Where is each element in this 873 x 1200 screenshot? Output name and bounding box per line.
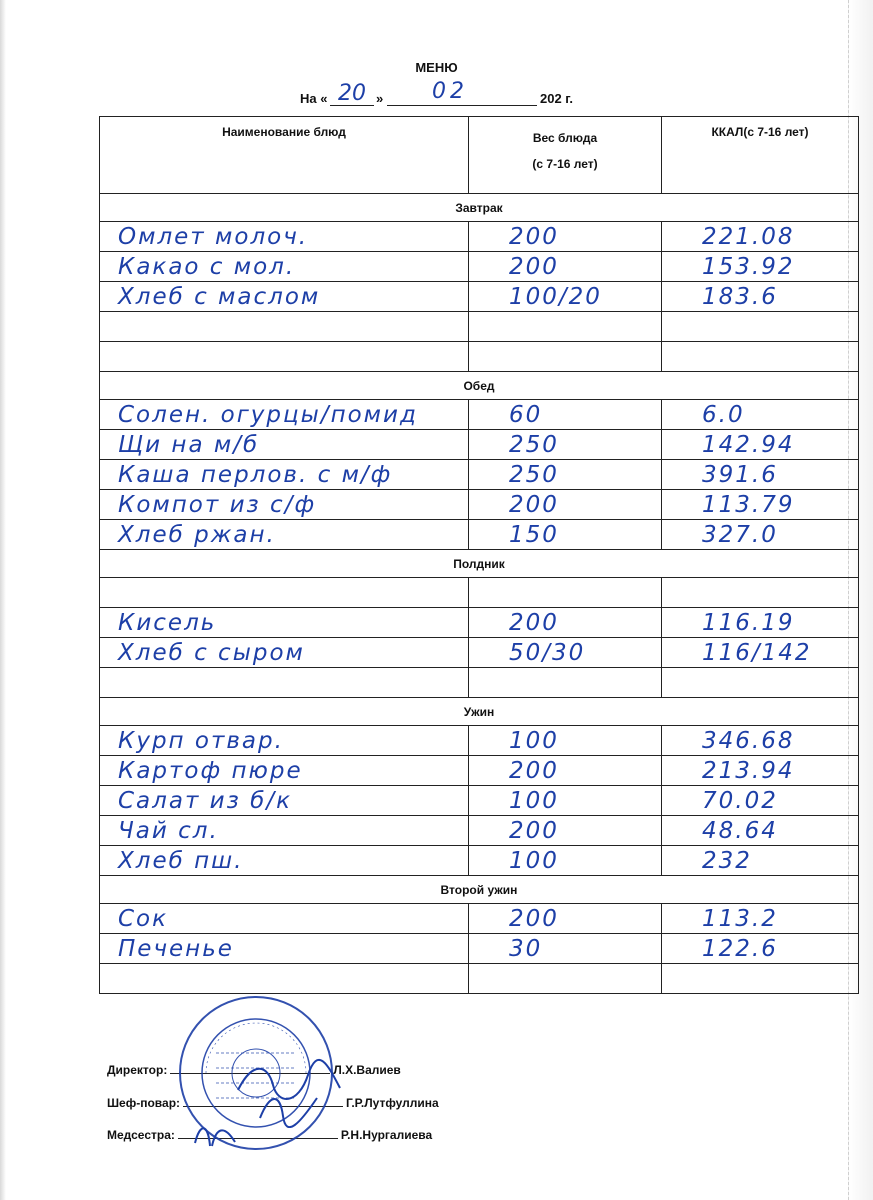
handwritten-entry: Солен. огурцы/помид bbox=[118, 401, 418, 428]
handwritten-entry: Картоф пюре bbox=[118, 757, 303, 784]
dish-kcal-cell bbox=[662, 934, 859, 964]
handwritten-entry: 30 bbox=[509, 935, 543, 962]
date-year: 202 г. bbox=[540, 91, 574, 106]
dish-name-cell bbox=[100, 846, 469, 876]
handwritten-entry: 116/142 bbox=[702, 639, 812, 666]
dish-kcal-cell bbox=[662, 786, 859, 816]
section-title: Завтрак bbox=[100, 194, 859, 222]
handwritten-entry: 142.94 bbox=[702, 431, 795, 458]
dish-weight-cell bbox=[469, 904, 662, 934]
handwritten-entry: Компот из с/ф bbox=[118, 491, 317, 518]
handwritten-entry: 200 bbox=[509, 253, 559, 280]
dish-name-cell bbox=[100, 222, 469, 252]
handwritten-entry: 50/30 bbox=[509, 639, 586, 666]
dish-name-cell bbox=[100, 520, 469, 550]
dish-weight-cell bbox=[469, 222, 662, 252]
table-row bbox=[100, 608, 859, 638]
handwritten-entry: Сок bbox=[118, 905, 169, 932]
handwritten-entry: 200 bbox=[509, 491, 559, 518]
table-row bbox=[100, 934, 859, 964]
page-edge-shadow bbox=[0, 0, 6, 1200]
handwritten-entry: 60 bbox=[509, 401, 543, 428]
section-title: Обед bbox=[100, 372, 859, 400]
dish-kcal-cell bbox=[662, 578, 859, 608]
table-row bbox=[100, 222, 859, 252]
signature-role: Медсестра: bbox=[107, 1128, 175, 1142]
table-row bbox=[100, 756, 859, 786]
dish-name-cell bbox=[100, 786, 469, 816]
handwritten-entry: Омлет молоч. bbox=[118, 223, 309, 250]
dish-kcal-cell bbox=[662, 904, 859, 934]
handwritten-entry: 153.92 bbox=[702, 253, 795, 280]
dish-weight-cell bbox=[469, 668, 662, 698]
dish-kcal-cell bbox=[662, 312, 859, 342]
dish-weight-cell bbox=[469, 786, 662, 816]
dish-weight-cell bbox=[469, 460, 662, 490]
dish-name-cell bbox=[100, 816, 469, 846]
handwritten-entry: Печенье bbox=[118, 935, 234, 962]
table-row bbox=[100, 520, 859, 550]
table-row bbox=[100, 312, 859, 342]
dish-kcal-cell bbox=[662, 816, 859, 846]
table-row bbox=[100, 638, 859, 668]
handwritten-entry: 327.0 bbox=[702, 521, 778, 548]
dish-kcal-cell bbox=[662, 460, 859, 490]
chef-signature-icon bbox=[255, 1088, 325, 1128]
table-row bbox=[100, 578, 859, 608]
dish-weight-cell bbox=[469, 490, 662, 520]
table-row bbox=[100, 726, 859, 756]
handwritten-entry: 100 bbox=[509, 787, 559, 814]
section-row bbox=[100, 372, 859, 400]
handwritten-entry: 48.64 bbox=[702, 817, 778, 844]
dish-kcal-cell bbox=[662, 726, 859, 756]
dish-name-cell bbox=[100, 964, 469, 994]
table-row bbox=[100, 964, 859, 994]
date-day-underline bbox=[330, 105, 374, 106]
handwritten-entry: 213.94 bbox=[702, 757, 795, 784]
handwritten-entry: 391.6 bbox=[702, 461, 778, 488]
dish-name-cell bbox=[100, 934, 469, 964]
dish-name-cell bbox=[100, 726, 469, 756]
handwritten-entry: Каша перлов. с м/ф bbox=[118, 461, 393, 488]
handwritten-entry: Салат из б/к bbox=[118, 787, 292, 814]
dish-weight-cell bbox=[469, 638, 662, 668]
dish-kcal-cell bbox=[662, 608, 859, 638]
handwritten-entry: 250 bbox=[509, 431, 559, 458]
handwritten-entry: 346.68 bbox=[702, 727, 795, 754]
handwritten-entry: 200 bbox=[509, 817, 559, 844]
dish-kcal-cell bbox=[662, 638, 859, 668]
section-row bbox=[100, 698, 859, 726]
handwritten-entry: Какао с мол. bbox=[118, 253, 296, 280]
nurse-signature-icon bbox=[190, 1118, 240, 1152]
dish-name-cell bbox=[100, 282, 469, 312]
handwritten-entry: 200 bbox=[509, 757, 559, 784]
dish-kcal-cell bbox=[662, 490, 859, 520]
dish-kcal-cell bbox=[662, 342, 859, 372]
date-month: 02 bbox=[432, 79, 468, 104]
handwritten-entry: 250 bbox=[509, 461, 559, 488]
dish-weight-cell bbox=[469, 846, 662, 876]
table-header-row bbox=[100, 117, 859, 194]
handwritten-entry: 200 bbox=[509, 609, 559, 636]
dish-weight-cell bbox=[469, 400, 662, 430]
dish-name-cell bbox=[100, 312, 469, 342]
menu-table bbox=[99, 116, 859, 994]
table-row bbox=[100, 490, 859, 520]
handwritten-entry: 183.6 bbox=[702, 283, 778, 310]
table-row bbox=[100, 904, 859, 934]
date-day: 20 bbox=[338, 81, 366, 106]
signature-person: Л.Х.Валиев bbox=[333, 1063, 401, 1077]
dish-kcal-cell bbox=[662, 252, 859, 282]
signature-person: Г.Р.Лутфуллина bbox=[346, 1096, 439, 1110]
dish-kcal-cell bbox=[662, 520, 859, 550]
dish-weight-cell bbox=[469, 312, 662, 342]
dish-name-cell bbox=[100, 608, 469, 638]
table-row bbox=[100, 430, 859, 460]
table-row bbox=[100, 786, 859, 816]
header-weight-line2: (с 7-16 лет) bbox=[532, 157, 598, 171]
date-prefix: На « bbox=[300, 91, 328, 106]
dish-kcal-cell bbox=[662, 756, 859, 786]
handwritten-entry: 6.0 bbox=[702, 401, 745, 428]
section-title: Полдник bbox=[100, 550, 859, 578]
date-line bbox=[300, 79, 630, 106]
section-title: Второй ужин bbox=[100, 876, 859, 904]
dish-name-cell bbox=[100, 342, 469, 372]
handwritten-entry: 122.6 bbox=[702, 935, 778, 962]
handwritten-entry: 200 bbox=[509, 223, 559, 250]
handwritten-entry: Хлеб пш. bbox=[118, 847, 244, 874]
handwritten-entry: 116.19 bbox=[702, 609, 795, 636]
handwritten-entry: 221.08 bbox=[702, 223, 795, 250]
section-row bbox=[100, 194, 859, 222]
dish-name-cell bbox=[100, 638, 469, 668]
handwritten-entry: Хлеб ржан. bbox=[118, 521, 276, 548]
handwritten-entry: 113.2 bbox=[702, 905, 778, 932]
dish-name-cell bbox=[100, 756, 469, 786]
dish-kcal-cell bbox=[662, 846, 859, 876]
table-row bbox=[100, 460, 859, 490]
dish-kcal-cell bbox=[662, 430, 859, 460]
dish-weight-cell bbox=[469, 816, 662, 846]
handwritten-entry: Хлеб с сыром bbox=[118, 639, 305, 666]
dish-name-cell bbox=[100, 252, 469, 282]
section-row bbox=[100, 876, 859, 904]
signature-role: Директор: bbox=[107, 1063, 168, 1077]
dish-name-cell bbox=[100, 668, 469, 698]
dish-weight-cell bbox=[469, 252, 662, 282]
dish-weight-cell bbox=[469, 726, 662, 756]
dish-weight-cell bbox=[469, 430, 662, 460]
handwritten-entry: Хлеб с маслом bbox=[118, 283, 321, 310]
handwritten-entry: Кисель bbox=[118, 609, 217, 636]
handwritten-entry: 100 bbox=[509, 727, 559, 754]
dish-name-cell bbox=[100, 490, 469, 520]
handwritten-entry: Курп отвар. bbox=[118, 727, 284, 754]
table-row bbox=[100, 668, 859, 698]
signature-role: Шеф-повар: bbox=[107, 1096, 181, 1110]
table-row bbox=[100, 252, 859, 282]
dish-kcal-cell bbox=[662, 964, 859, 994]
dish-kcal-cell bbox=[662, 400, 859, 430]
dish-weight-cell bbox=[469, 342, 662, 372]
header-kcal: ККАЛ(с 7-16 лет) bbox=[662, 117, 859, 194]
handwritten-entry: 113.79 bbox=[702, 491, 795, 518]
handwritten-entry: Щи на м/б bbox=[118, 431, 260, 458]
table-row bbox=[100, 846, 859, 876]
date-middle: » bbox=[376, 91, 384, 106]
dish-name-cell bbox=[100, 578, 469, 608]
dish-name-cell bbox=[100, 400, 469, 430]
handwritten-entry: 100/20 bbox=[509, 283, 602, 310]
page-title: МЕНЮ bbox=[415, 60, 458, 75]
dish-name-cell bbox=[100, 904, 469, 934]
dish-weight-cell bbox=[469, 964, 662, 994]
dish-weight-cell bbox=[469, 608, 662, 638]
table-row bbox=[100, 282, 859, 312]
header-dish-name: Наименование блюд bbox=[100, 117, 469, 194]
signature-person: Р.Н.Нургалиева bbox=[340, 1128, 433, 1142]
dish-weight-cell bbox=[469, 520, 662, 550]
section-title: Ужин bbox=[100, 698, 859, 726]
dish-weight-cell bbox=[469, 756, 662, 786]
table-row bbox=[100, 816, 859, 846]
dish-kcal-cell bbox=[662, 668, 859, 698]
header-weight-line1: Вес блюда bbox=[532, 131, 598, 145]
handwritten-entry: 70.02 bbox=[702, 787, 778, 814]
dish-kcal-cell bbox=[662, 222, 859, 252]
dish-weight-cell bbox=[469, 578, 662, 608]
table-row bbox=[100, 400, 859, 430]
date-month-underline bbox=[387, 105, 537, 106]
dish-weight-cell bbox=[469, 282, 662, 312]
dish-name-cell bbox=[100, 460, 469, 490]
header-weight bbox=[469, 117, 662, 194]
handwritten-entry: 200 bbox=[509, 905, 559, 932]
handwritten-entry: 150 bbox=[509, 521, 559, 548]
table-row bbox=[100, 342, 859, 372]
handwritten-entry: 232 bbox=[702, 847, 752, 874]
dish-name-cell bbox=[100, 430, 469, 460]
handwritten-entry: 100 bbox=[509, 847, 559, 874]
handwritten-entry: Чай сл. bbox=[118, 817, 219, 844]
section-row bbox=[100, 550, 859, 578]
dish-weight-cell bbox=[469, 934, 662, 964]
dish-kcal-cell bbox=[662, 282, 859, 312]
